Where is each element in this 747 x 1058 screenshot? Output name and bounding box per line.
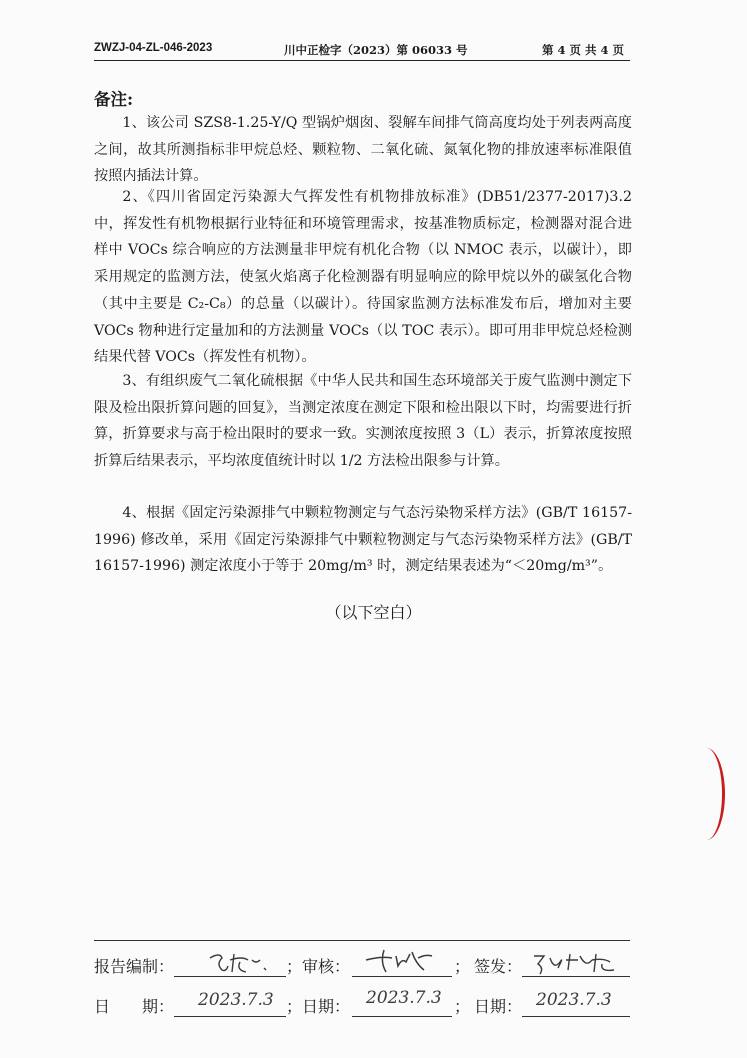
page-indicator: 第 4 页 共 4 页	[541, 43, 624, 57]
issuer-signature	[530, 948, 626, 976]
date-line-compiled	[174, 1016, 286, 1017]
date-label-compiled: 日 期：	[94, 999, 175, 1016]
compiled-signature-line	[174, 976, 286, 977]
red-seal-edge	[688, 748, 725, 840]
separator: ；	[454, 959, 471, 976]
remark-paragraph-4: 4、根据《固定污染源排气中颗粒物测定与气态污染物采样方法》(GB/T 16157-1996) 修改单，采用《固定污染源排气中颗粒物测定与气态污染物采样方法》(GB/T 16157-1996) 测定浓度小于等于 20mg/m³ 时，测定结果表述为“＜20mg/m³”。	[94, 505, 632, 575]
date-review: 2023.7.3	[366, 988, 442, 1008]
date-label-review: 日期：	[302, 999, 351, 1016]
date-issue: 2023.7.3	[536, 990, 612, 1010]
compiled-by-label: 报告编制：	[94, 959, 175, 976]
signature-row	[94, 944, 630, 980]
page-header	[94, 42, 624, 66]
remark-paragraph-1: 1、该公司 SZS8-1.25-Y/Q 型锅炉烟囱、裂解车间排气筒高度均处于列表两高度之间，故其所测指标非甲烷总烃、颗粒物、二氧化硫、氮氧化物的排放速率标准限值按照内插法计算。	[94, 115, 632, 185]
separator: ；	[454, 999, 471, 1016]
date-row	[94, 984, 630, 1020]
reviewer-label: 审核：	[302, 959, 351, 976]
separator: ；	[286, 999, 303, 1016]
remark-paragraph-3: 3、有组织废气二氧化硫根据《中华人民共和国生态环境部关于废气监测中测定下限及检出限折算问题的回复》，当测定浓度在测定下限和检出限以下时，均需要进行折算，折算要求与高于检出限时的要求一致。实测浓度按照 3（L）表示，折算浓度按照折算后结果表示，平均浓度值统计时以 1/2 方法检出限参与计算。	[94, 373, 632, 470]
date-compiled: 2023.7.3	[198, 990, 274, 1010]
document-code: ZWZJ-04-ZL-046-2023	[94, 42, 213, 54]
date-line-issue	[522, 1016, 630, 1017]
footer-divider	[94, 940, 630, 941]
remark-paragraph-2: 2、《四川省固定污染源大气挥发性有机物排放标准》(DB51/2377-2017)3.2 中，挥发性有机物根据行业特征和环境管理需求，按基准物质标定，检测器对混合进样中 VOCs 综合响应的方法测量非甲烷有机化合物（以 NMOC 表示，以碳计），即采用规定的监测方法，使氢火焰离子化检测器有明显响应的除甲烷以外的碳氢化合物（其中主要是 C₂-C₈）的总量（以碳计）。待国家监测方法标准发布后，增加对主要 VOCs 物种进行定量加和的方法测量 VOCs（以 TOC 表示）。即可用非甲烷总烃检测结果代替 VOCs（挥发性有机物）。	[94, 189, 632, 366]
header-divider	[94, 60, 630, 61]
compiled-by-signature	[206, 948, 276, 976]
report-number: 川中正检字（2023）第 06033 号	[284, 43, 468, 57]
date-line-review	[352, 1016, 452, 1017]
date-label-issue: 日期：	[474, 999, 523, 1016]
blank-below-note: （以下空白）	[325, 603, 422, 622]
reviewer-signature	[362, 946, 442, 976]
issue-signature-line	[522, 976, 630, 977]
review-signature-line	[352, 976, 452, 977]
separator: ；	[286, 959, 303, 976]
remarks-title: 备注:	[94, 90, 134, 109]
issuer-label: 签发：	[474, 959, 523, 976]
